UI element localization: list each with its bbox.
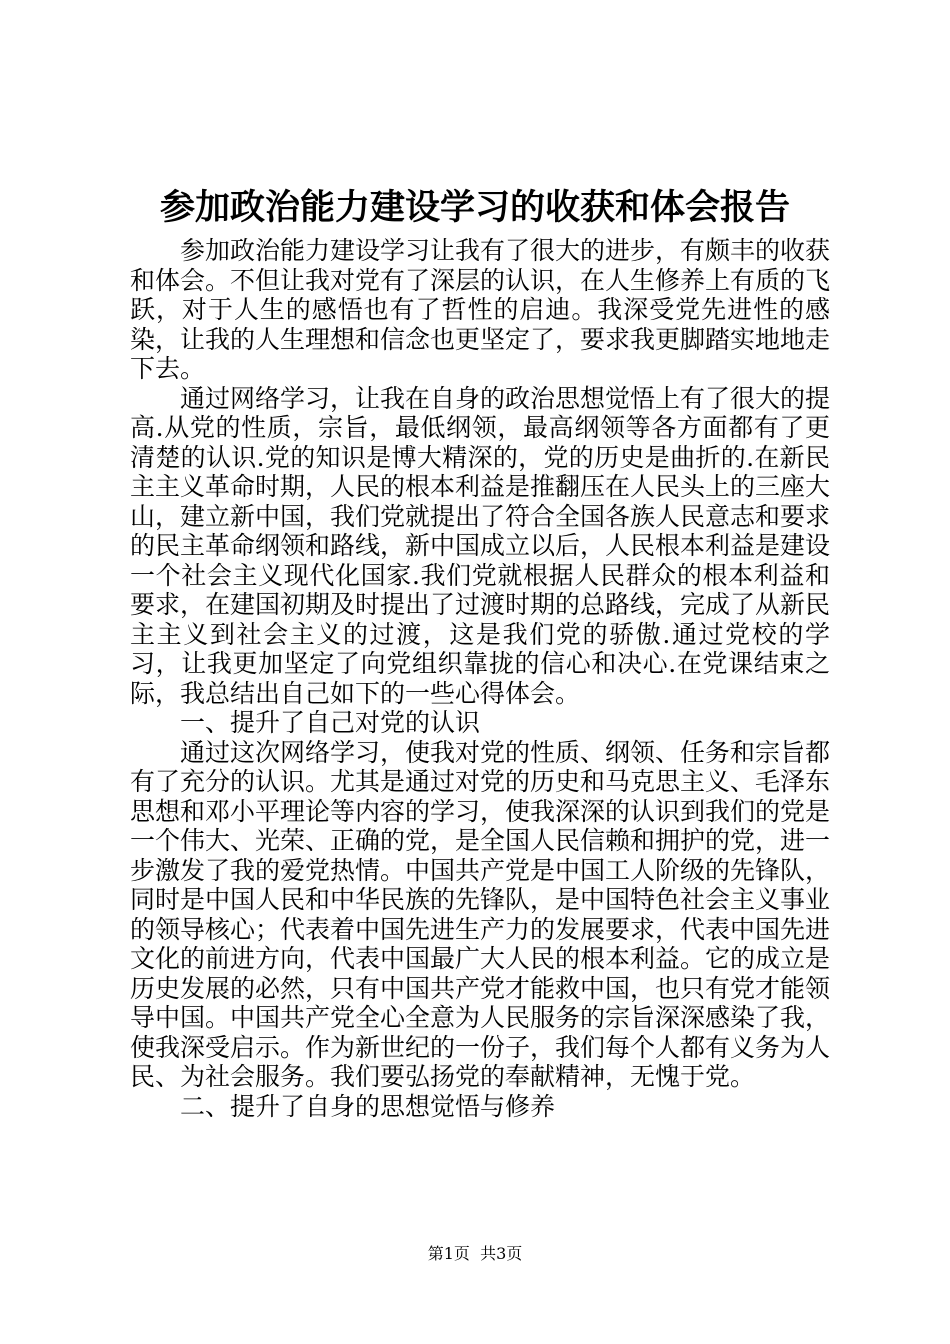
page-number-label: 第1页 共3页 [427, 1244, 523, 1263]
document-body [130, 236, 830, 1121]
paragraph-party-understanding: 通过这次网络学习，使我对党的性质、纲领、任务和宗旨都有了充分的认识。尤其是通过对党的历史和马克思主义、毛泽东思想和邓小平理论等内容的学习，使我深深的认识到我们的党是一个伟大、光荣、正确的党，是全国人民信赖和拥护的党，进一步激发了我的爱党热情。中国共产党是中国工人阶级的先锋队，同时是中国人民和中华民族的先锋队，是中国特色社会主义事业的领导核心；代表着中国先进生产力的发展要求，代表中国先进文化的前进方向，代表中国最广大人民的根本利益。它的成立是历史发展的必然，只有中国共产党才能救中国，也只有党才能领导中国。中国共产党全心全意为人民服务的宗旨深深感染了我，使我深受启示。作为新世纪的一份子，我们每个人都有义务为人民、为社会服务。我们要弘扬党的奉献精神，无愧于党。 [130, 737, 831, 1091]
section-heading-1: 一、提升了自己对党的认识 [180, 708, 481, 737]
document-title: 参加政治能力建设学习的收获和体会报告 [159, 188, 790, 228]
page-footer [0, 1243, 950, 1265]
section-heading-2: 二、提升了自身的思想觉悟与修养 [180, 1091, 556, 1121]
paragraph-online-study: 通过网络学习，让我在自身的政治思想觉悟上有了很大的提高.从党的性质，宗旨，最低纲领，最高纲领等各方面都有了更清楚的认识.党的知识是博大精深的，党的历史是曲折的.在新民主主义革命时期，人民的根本利益是推翻压在人民头上的三座大山，建立新中国，我们党就提出了符合全国各族人民意志和要求的民主革命纲领和路线，新中国成立以后，人民根本利益是建设一个社会主义现代化国家.我们党就根据人民群众的根本利益和要求，在建国初期及时提出了过渡时期的总路线，完成了从新民主主义到社会主义的过渡，这是我们党的骄傲.通过党校的学习，让我更加坚定了向党组织靠拢的信心和决心.在党课结束之际，我总结出自己如下的一些心得体会。 [130, 383, 831, 708]
paragraph-intro: 参加政治能力建设学习让我有了很大的进步，有颇丰的收获和体会。不但让我对党有了深层的认识，在人生修养上有质的飞跃，对于人生的感悟也有了哲性的启迪。我深受党先进性的感染，让我的人生理想和信念也更坚定了，要求我更脚踏实地地走下去。 [130, 236, 831, 383]
